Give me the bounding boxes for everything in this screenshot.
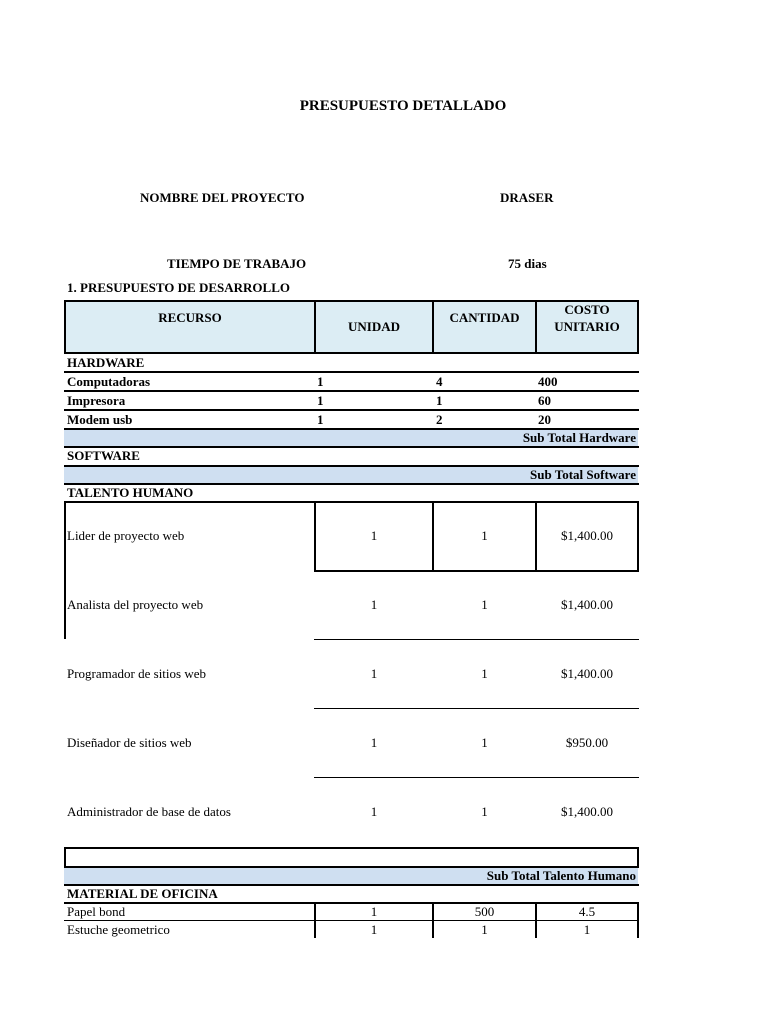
section-oficina: MATERIAL DE OFICINA — [67, 886, 218, 901]
of-row-costo: 1 — [583, 922, 591, 937]
th-row-cantidad: 1 — [481, 735, 488, 750]
page-title: PRESUPUESTO DETALLADO — [299, 98, 507, 114]
section-hardware: HARDWARE — [67, 355, 145, 370]
header-recurso: RECURSO — [158, 310, 222, 325]
th-row-costo: $1,400.00 — [561, 528, 613, 543]
time-label: TIEMPO DE TRABAJO — [167, 256, 307, 271]
hw-row-cantidad: 2 — [436, 412, 443, 427]
of-row-unidad: 1 — [370, 922, 378, 937]
th-row-recurso: Lider de proyecto web — [67, 528, 185, 543]
subtotal-hardware: Sub Total Hardware — [522, 430, 636, 445]
th-row-unidad: 1 — [370, 735, 378, 750]
project-label: NOMBRE DEL PROYECTO — [140, 190, 305, 205]
hw-row-costo: 20 — [538, 412, 551, 427]
th-row-unidad: 1 — [370, 528, 378, 543]
th-row-recurso: Diseñador de sitios web — [67, 735, 192, 750]
subtotal-software: Sub Total Software — [530, 467, 636, 482]
hw-row-unidad: 1 — [317, 393, 324, 408]
section-title: 1. PRESUPUESTO DE DESARROLLO — [67, 280, 290, 295]
th-row-costo: $950.00 — [565, 735, 609, 750]
hw-row-costo: 60 — [538, 393, 551, 408]
project-value: DRASER — [500, 190, 554, 205]
of-row-costo: 4.5 — [578, 904, 596, 919]
hw-row-recurso: Impresora — [67, 393, 126, 408]
header-costo-line2: UNITARIO — [554, 319, 620, 334]
section-software: SOFTWARE — [67, 448, 140, 463]
th-row-costo: $1,400.00 — [561, 804, 613, 819]
header-cantidad: CANTIDAD — [449, 310, 520, 325]
th-row-costo: $1,400.00 — [561, 597, 613, 612]
th-row-costo: $1,400.00 — [561, 666, 613, 681]
th-row-recurso: Administrador de base de datos — [67, 804, 231, 819]
th-row-unidad: 1 — [370, 804, 378, 819]
hw-row-recurso: Computadoras — [67, 374, 151, 389]
th-row-unidad: 1 — [370, 597, 378, 612]
th-row-cantidad: 1 — [481, 597, 488, 612]
hw-row-unidad: 1 — [317, 412, 324, 427]
hw-row-cantidad: 1 — [436, 393, 443, 408]
of-row-recurso: Papel bond — [67, 904, 126, 919]
th-row-cantidad: 1 — [481, 666, 488, 681]
th-row-cantidad: 1 — [481, 528, 488, 543]
section-talento: TALENTO HUMANO — [67, 485, 194, 500]
subtotal-talento: Sub Total Talento Humano — [486, 868, 636, 883]
th-row-unidad: 1 — [370, 666, 378, 681]
of-row-recurso: Estuche geometrico — [67, 922, 170, 937]
th-row-cantidad: 1 — [481, 804, 488, 819]
hw-row-cantidad: 4 — [436, 374, 443, 389]
header-costo-line1: COSTO — [564, 302, 610, 317]
hw-row-recurso: Modem usb — [67, 412, 133, 427]
header-unidad: UNIDAD — [348, 319, 400, 334]
of-row-cantidad: 500 — [474, 904, 495, 919]
th-row-recurso: Programador de sitios web — [67, 666, 207, 681]
time-value: 75 dias — [508, 256, 547, 271]
hw-row-unidad: 1 — [317, 374, 324, 389]
of-row-cantidad: 1 — [481, 922, 488, 937]
th-row-recurso: Analista del proyecto web — [67, 597, 204, 612]
of-row-unidad: 1 — [370, 904, 378, 919]
hw-row-costo: 400 — [538, 374, 558, 389]
